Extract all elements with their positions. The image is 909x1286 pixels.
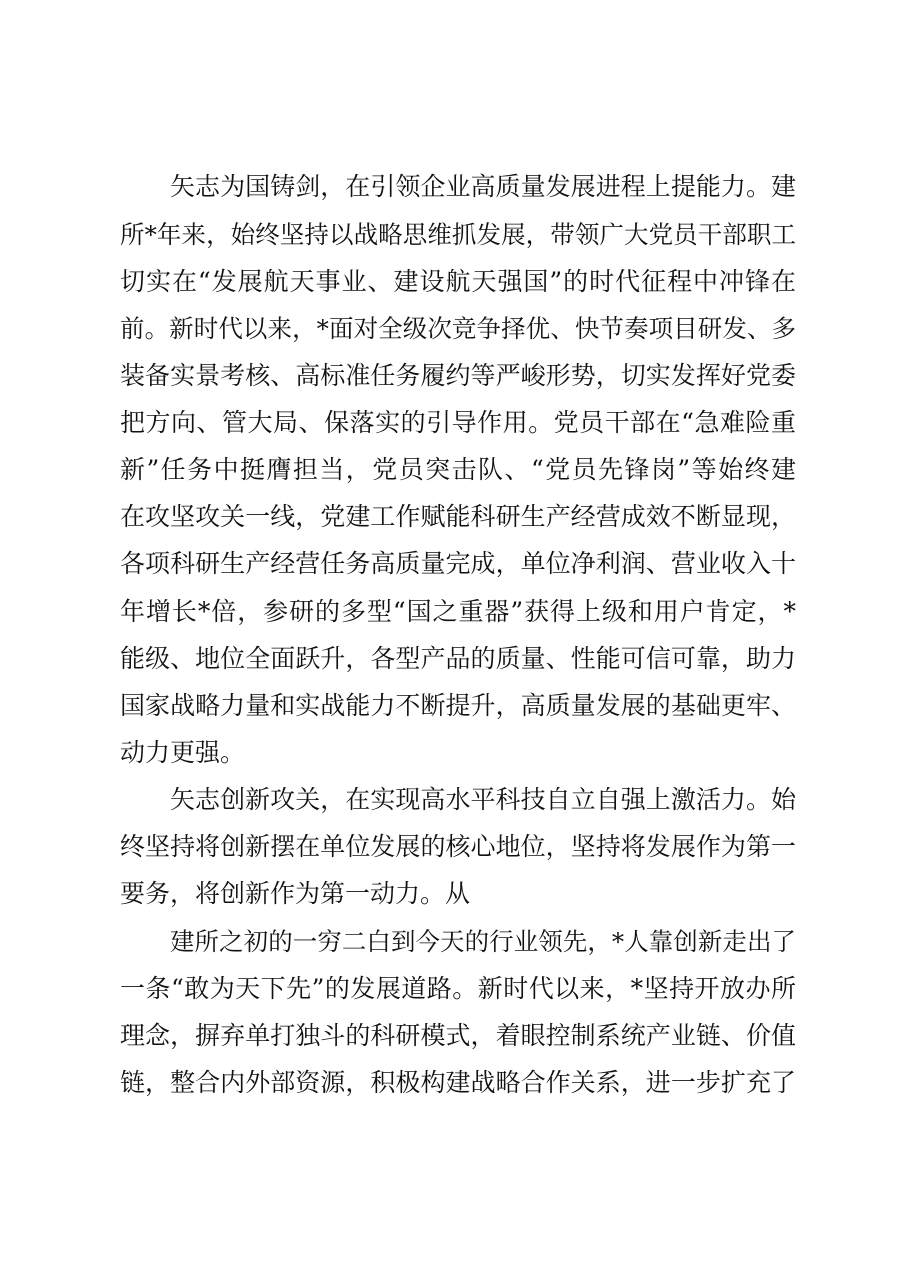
paragraph-1-line-13: 动力更强。 [120, 738, 246, 767]
paragraph-3-line-3: 理念，摒弃单打独斗的科研模式，着眼控制系统产业链、价值 [120, 1021, 796, 1050]
paragraph-1-line-4: 前。新时代以来，*面对全级次竞争择优、快节奏项目研发、多 [120, 314, 796, 343]
paragraph-1-line-3: 切实在“发展航天事业、建设航天强国”的时代征程中冲锋在 [120, 267, 796, 296]
paragraph-2-line-2: 终坚持将创新摆在单位发展的核心地位，坚持将发展作为第一 [120, 832, 796, 861]
paragraph-1-line-12: 国家战略力量和实战能力不断提升，高质量发展的基础更牢、 [120, 691, 796, 720]
paragraph-3-line-4: 链，整合内外部资源，积极构建战略合作关系，进一步扩充了 [120, 1068, 796, 1097]
paragraph-1-line-5: 装备实景考核、高标准任务履约等严峻形势，切实发挥好党委 [120, 361, 796, 390]
paragraph-2-line-1: 矢志创新攻关，在实现高水平科技自立自强上激活力。始 [170, 785, 796, 814]
paragraph-1-line-7: 新”任务中挺膺担当，党员突击队、“党员先锋岗”等始终建 [120, 455, 796, 484]
paragraph-3-line-2: 一条“敢为天下先”的发展道路。新时代以来，*坚持开放办所 [120, 974, 796, 1003]
paragraph-3-line-1: 建所之初的一穷二白到今天的行业领先，*人靠创新走出了 [170, 927, 796, 956]
paragraph-2-line-3: 要务，将创新作为第一动力。从 [120, 879, 471, 908]
paragraph-1-line-6: 把方向、管大局、保落实的引导作用。党员干部在“急难险重 [120, 408, 796, 437]
paragraph-1-line-8: 在攻坚攻关一线，党建工作赋能科研生产经营成效不断显现， [120, 502, 796, 531]
paragraph-1-line-1: 矢志为国铸剑，在引领企业高质量发展进程上提能力。建 [170, 172, 796, 201]
paragraph-1-line-2: 所*年来，始终坚持以战略思维抓发展，带领广大党员干部职工 [120, 220, 796, 249]
paragraph-1-line-9: 各项科研生产经营任务高质量完成，单位净利润、营业收入十 [120, 549, 796, 578]
paragraph-1-line-11: 能级、地位全面跃升，各型产品的质量、性能可信可靠，助力 [120, 644, 796, 673]
paragraph-1-line-10: 年增长*倍，参研的多型“国之重器”获得上级和用户肯定，* [120, 597, 796, 626]
